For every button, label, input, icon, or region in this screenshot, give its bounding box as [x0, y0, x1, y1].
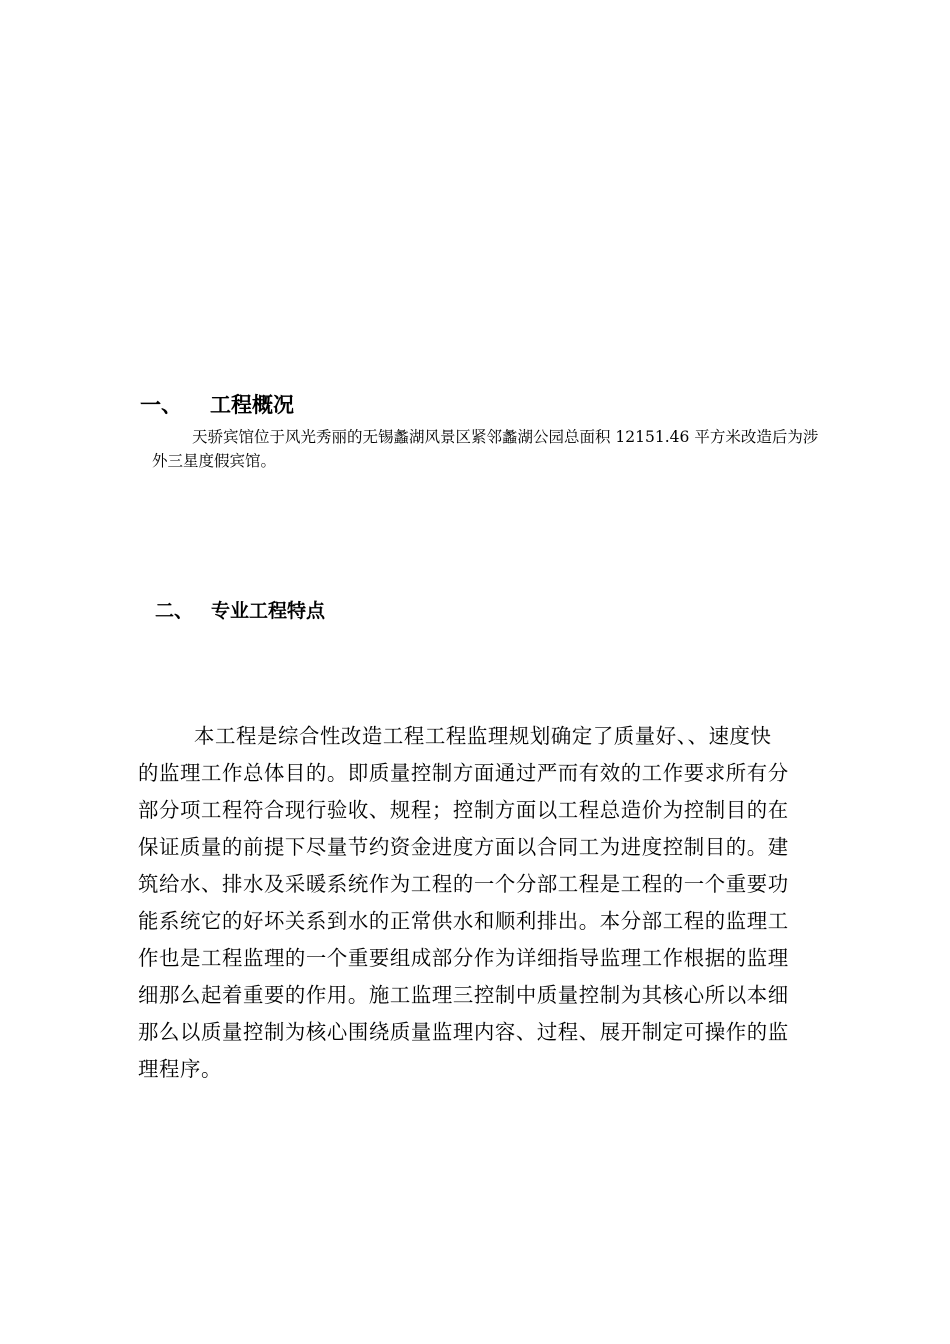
- section-2-number: 二、: [155, 600, 194, 622]
- paragraph-line: 筑给水、排水及采暖系统作为工程的一个分部工程是工程的一个重要功: [138, 872, 789, 896]
- paragraph-line: 细那么起着重要的作用。施工监理三控制中质量控制为其核心所以本细: [138, 983, 789, 1007]
- paragraph-line: 理程序。: [138, 1057, 222, 1081]
- paragraph-line: 那么以质量控制为核心围绕质量监理内容、过程、展开制定可操作的监: [138, 1020, 789, 1044]
- paragraph-line: 部分项工程符合现行验收、规程；控制方面以工程总造价为控制目的在: [138, 798, 789, 822]
- paragraph-line: 的监理工作总体目的。即质量控制方面通过严而有效的工作要求所有分: [138, 761, 789, 785]
- section-2-title: 专业工程特点: [211, 600, 326, 622]
- paragraph-line: 能系统它的好坏关系到水的正常供水和顺利排出。本分部工程的监理工: [138, 909, 789, 933]
- section-2-heading: [155, 596, 325, 626]
- section-2-paragraph: [138, 718, 834, 1088]
- section-1-number: 一、: [140, 393, 182, 417]
- section-1-heading: [140, 390, 294, 420]
- paragraph-line: 本工程是综合性改造工程工程监理规划确定了质量好、、速度快: [194, 724, 772, 748]
- section-1-title: 工程概况: [210, 393, 294, 417]
- section-1-paragraph: 天骄宾馆位于风光秀丽的无锡蠡湖风景区紧邻蠡湖公园总面积 12151.46 平方米改造后为涉外三星度假宾馆。: [152, 428, 819, 470]
- paragraph-line: 保证质量的前提下尽量节约资金进度方面以合同工为进度控制目的。建: [138, 835, 789, 859]
- paragraph-line: 作也是工程监理的一个重要组成部分作为详细指导监理工作根据的监理: [138, 946, 789, 970]
